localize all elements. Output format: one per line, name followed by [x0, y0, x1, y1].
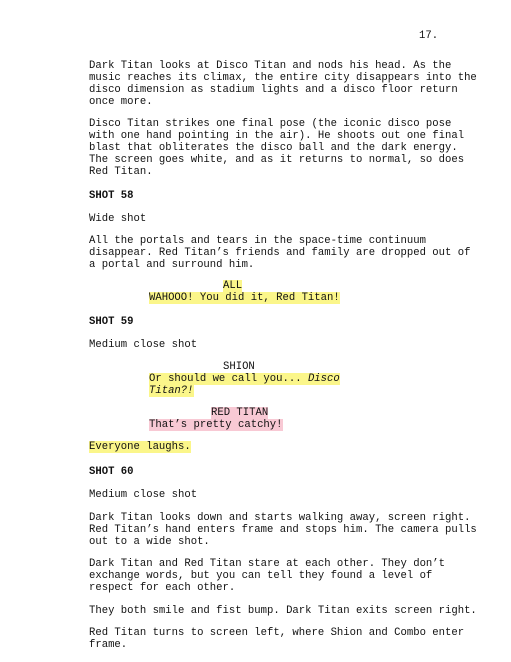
shot-heading: SHOT 59 [89, 316, 134, 328]
action-line: Everyone laughs. [89, 441, 191, 453]
action-line: exchange words, but you can tell they found a level of [89, 570, 433, 582]
action-line: Dark Titan and Red Titan stare at each other. They don’t [89, 558, 446, 570]
action-line: Dark Titan looks at Disco Titan and nods his head. As the [89, 60, 452, 72]
action-line: Dark Titan looks down and starts walking away, screen right. [89, 512, 471, 524]
action-line: Disco Titan strikes one final pose (the iconic disco pose [89, 118, 452, 130]
action-line: disco dimension as stadium lights and a disco floor return [89, 84, 458, 96]
shot-heading: SHOT 58 [89, 190, 134, 202]
action-line: out to a wide shot. [89, 536, 210, 548]
action-line: Red Titan. [89, 166, 153, 178]
character-name: RED TITAN [211, 407, 269, 419]
page-number: 17. [419, 30, 439, 42]
character-name: ALL [223, 280, 243, 292]
shot-type: Wide shot [89, 213, 147, 225]
action-line: Red Titan turns to screen left, where Shion and Combo enter [89, 627, 465, 639]
dialogue-line: WAHOOO! You did it, Red Titan! [149, 292, 340, 304]
action-line: All the portals and tears in the space-time continuum [89, 235, 426, 247]
action-line: The screen goes white, and as it returns to normal, so does [89, 154, 465, 166]
action-line: They both smile and fist bump. Dark Titan exits screen right. [89, 605, 477, 617]
action-line: respect for each other. [89, 582, 236, 594]
shot-type: Medium close shot [89, 489, 198, 501]
dialogue-line: Or should we call you... Disco [149, 373, 340, 385]
shot-heading: SHOT 60 [89, 466, 134, 478]
action-line: Red Titan’s hand enters frame and stops him. The camera pulls [89, 524, 477, 536]
dialogue-line: Titan?! [149, 385, 194, 397]
action-line: blast that obliterates the disco ball and the dark energy. [89, 142, 458, 154]
shot-type: Medium close shot [89, 339, 198, 351]
action-line: with one hand pointing in the air). He shoots out one final [89, 130, 465, 142]
action-line: music reaches its climax, the entire city disappears into the [89, 72, 477, 84]
action-line: a portal and surround him. [89, 259, 255, 271]
action-line: disappear. Red Titan’s friends and family are dropped out of [89, 247, 471, 259]
action-line: once more. [89, 96, 153, 108]
character-name: SHION [223, 361, 255, 373]
action-line: frame. [89, 639, 128, 651]
dialogue-line: That’s pretty catchy! [149, 419, 283, 431]
